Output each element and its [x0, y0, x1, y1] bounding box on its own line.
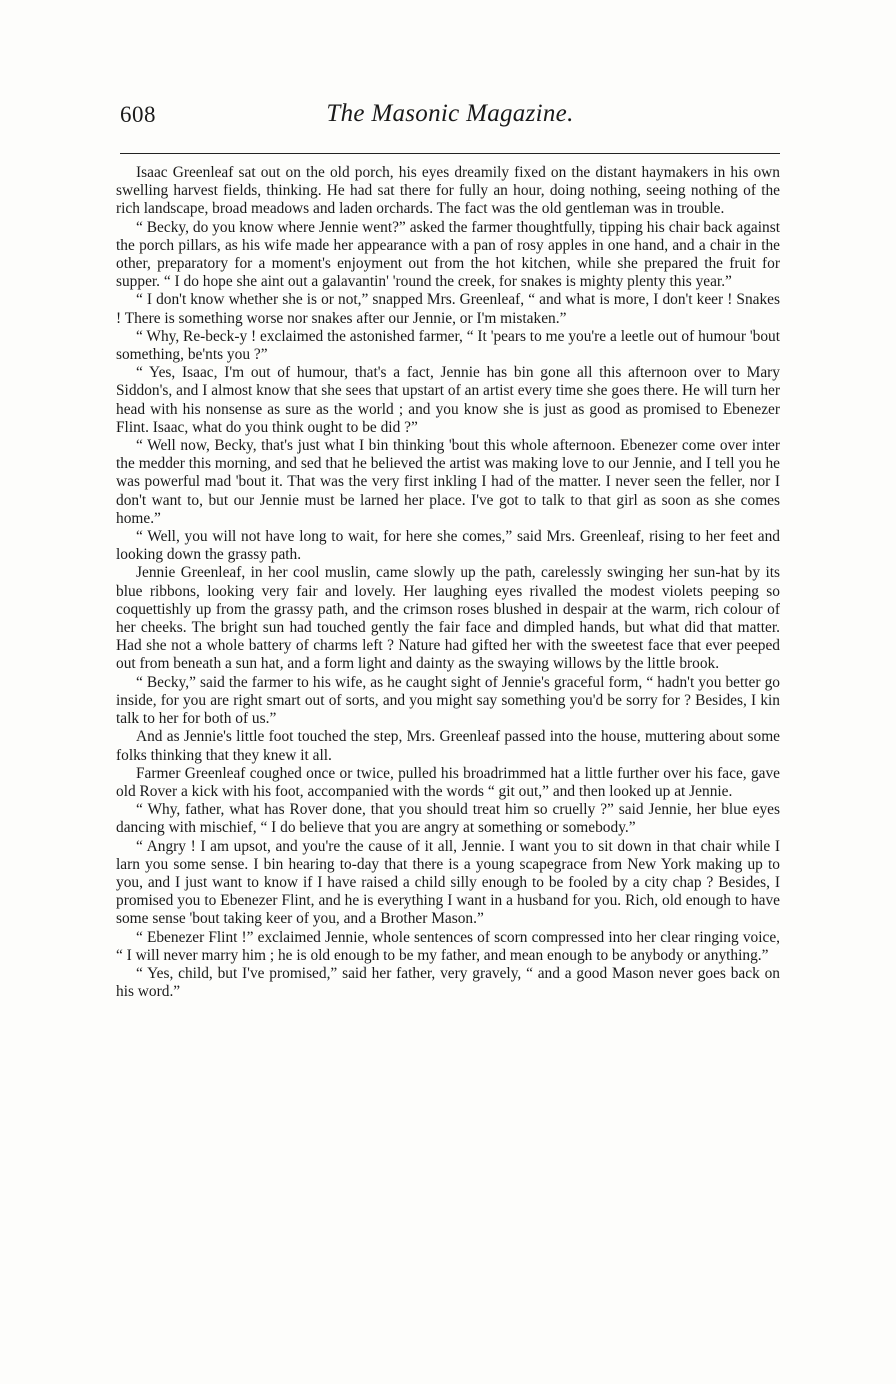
paragraph: Farmer Greenleaf coughed once or twice, pulled his broadrimmed hat a little further over his face, gave old Rover a kick with his foot, accompanied with the words “ git out,” and then looked up at Jennie.: [116, 764, 780, 800]
header-rule: [120, 153, 780, 154]
paragraph: “ Yes, Isaac, I'm out of humour, that's a fact, Jennie has bin gone all this afternoon over to Mary Siddon's, and I almost know that she sees that upstart of an artist every time she goes there. He will turn her head with his nonsense as sure as the world ; and you know she is just as good as promised to Ebenezer Flint. Isaac, what do you think ought to be did ?”: [116, 364, 780, 436]
page-header: [120, 98, 780, 138]
paragraph: “ Well, you will not have long to wait, for here she comes,” said Mrs. Greenleaf, rising to her feet and looking down the grassy path.: [116, 528, 780, 564]
paragraph: “ Becky,” said the farmer to his wife, as he caught sight of Jennie's graceful form, “ hadn't you better go inside, for you are right smart out of sorts, and you might say something you'd be sorry for ? Besides, I kin talk to her for both of us.”: [116, 673, 780, 728]
paragraph: “ Yes, child, but I've promised,” said her father, very gravely, “ and a good Mason never goes back on his word.”: [116, 964, 780, 1001]
paragraph: “ I don't know whether she is or not,” snapped Mrs. Greenleaf, “ and what is more, I don't keer ! Snakes ! There is something worse nor snakes after our Jennie, or I'm mistaken.”: [116, 291, 780, 327]
paragraph: “ Why, Re-beck-y ! exclaimed the astonished farmer, “ It 'pears to me you're a leetle out of humour 'bout something, be'nts you ?”: [116, 327, 780, 364]
paragraph: “ Becky, do you know where Jennie went?” asked the farmer thoughtfully, tipping his chair back against the porch pillars, as his wife made her appearance with a pan of rosy apples in one hand, and a chair in the other, preparatory for a moment's enjoyment out from the hot kitchen, while she prepared the fruit for supper. “ I do hope she aint out a galavantin' 'round the creek, for snakes is mighty plenty this year.”: [116, 218, 780, 291]
paragraph: “ Well now, Becky, that's just what I bin thinking 'bout this whole afternoon. Ebenezer come over inter the medder this morning, and sed that he believed the artist was making love to our Jennie, and I tell you he was powerful mad 'bout it. That was the very first inkling I had of the matter. I never seen the feller, nor I don't want to, but our Jennie must be larned her place. I've got to talk to that girl as soon as she comes home.”: [116, 437, 780, 527]
page-number: 608: [120, 102, 156, 127]
paragraph: And as Jennie's little foot touched the step, Mrs. Greenleaf passed into the house, muttering about some folks thinking that they knew it all.: [116, 728, 780, 764]
running-title: The Masonic Magazine.: [326, 100, 574, 127]
paragraph: “ Why, father, what has Rover done, that you should treat him so cruelly ?” said Jennie, her blue eyes dancing with mischief, “ I do believe that you are angry at something or somebody.”: [116, 801, 780, 837]
paragraph: “ Angry ! I am upsot, and you're the cause of it all, Jennie. I want you to sit down in that chair while I larn you some sense. I bin hearing to-day that there is a young scapegrace from New York making up to you, and I just want to know if I have raised a child silly enough to be fooled by a city chap ? Besides, I promised you to Ebenezer Flint, and he is everything I want in a husband for you. Rich, old enough to have some sense 'bout taking keer of you, and a Brother Mason.”: [116, 837, 780, 928]
paragraph: Isaac Greenleaf sat out on the old porch, his eyes dreamily fixed on the distant haymakers in his own swelling harvest fields, thinking. He had sat there for fully an hour, doing nothing, seeing nothing of the rich landscape, broad meadows and laden orchards. The fact was the old gentleman was in trouble.: [116, 164, 780, 218]
paragraph: Jennie Greenleaf, in her cool muslin, came slowly up the path, carelessly swinging her sun-hat by its blue ribbons, looking very fair and lovely. Her laughing eyes rivalled the modest violets peeping so coquettishly up from the grassy path, and the crimson roses blushed in despair at the warm, rich colour of her cheeks. The bright sun had touched gently the fair face and dimpled hands, but what did that matter. Had she not a whole battery of charms left ? Nature had gifted her with the sweetest face that ever peeped out from beneath a sun hat, and a form light and dainty as the swaying willows by the little brook.: [116, 564, 780, 673]
article-body: [116, 164, 780, 1001]
paragraph: “ Ebenezer Flint !” exclaimed Jennie, whole sentences of scorn compressed into her clear ringing voice, “ I will never marry him ; he is old enough to be my father, and mean enough to be anybody or anything.”: [116, 928, 780, 964]
